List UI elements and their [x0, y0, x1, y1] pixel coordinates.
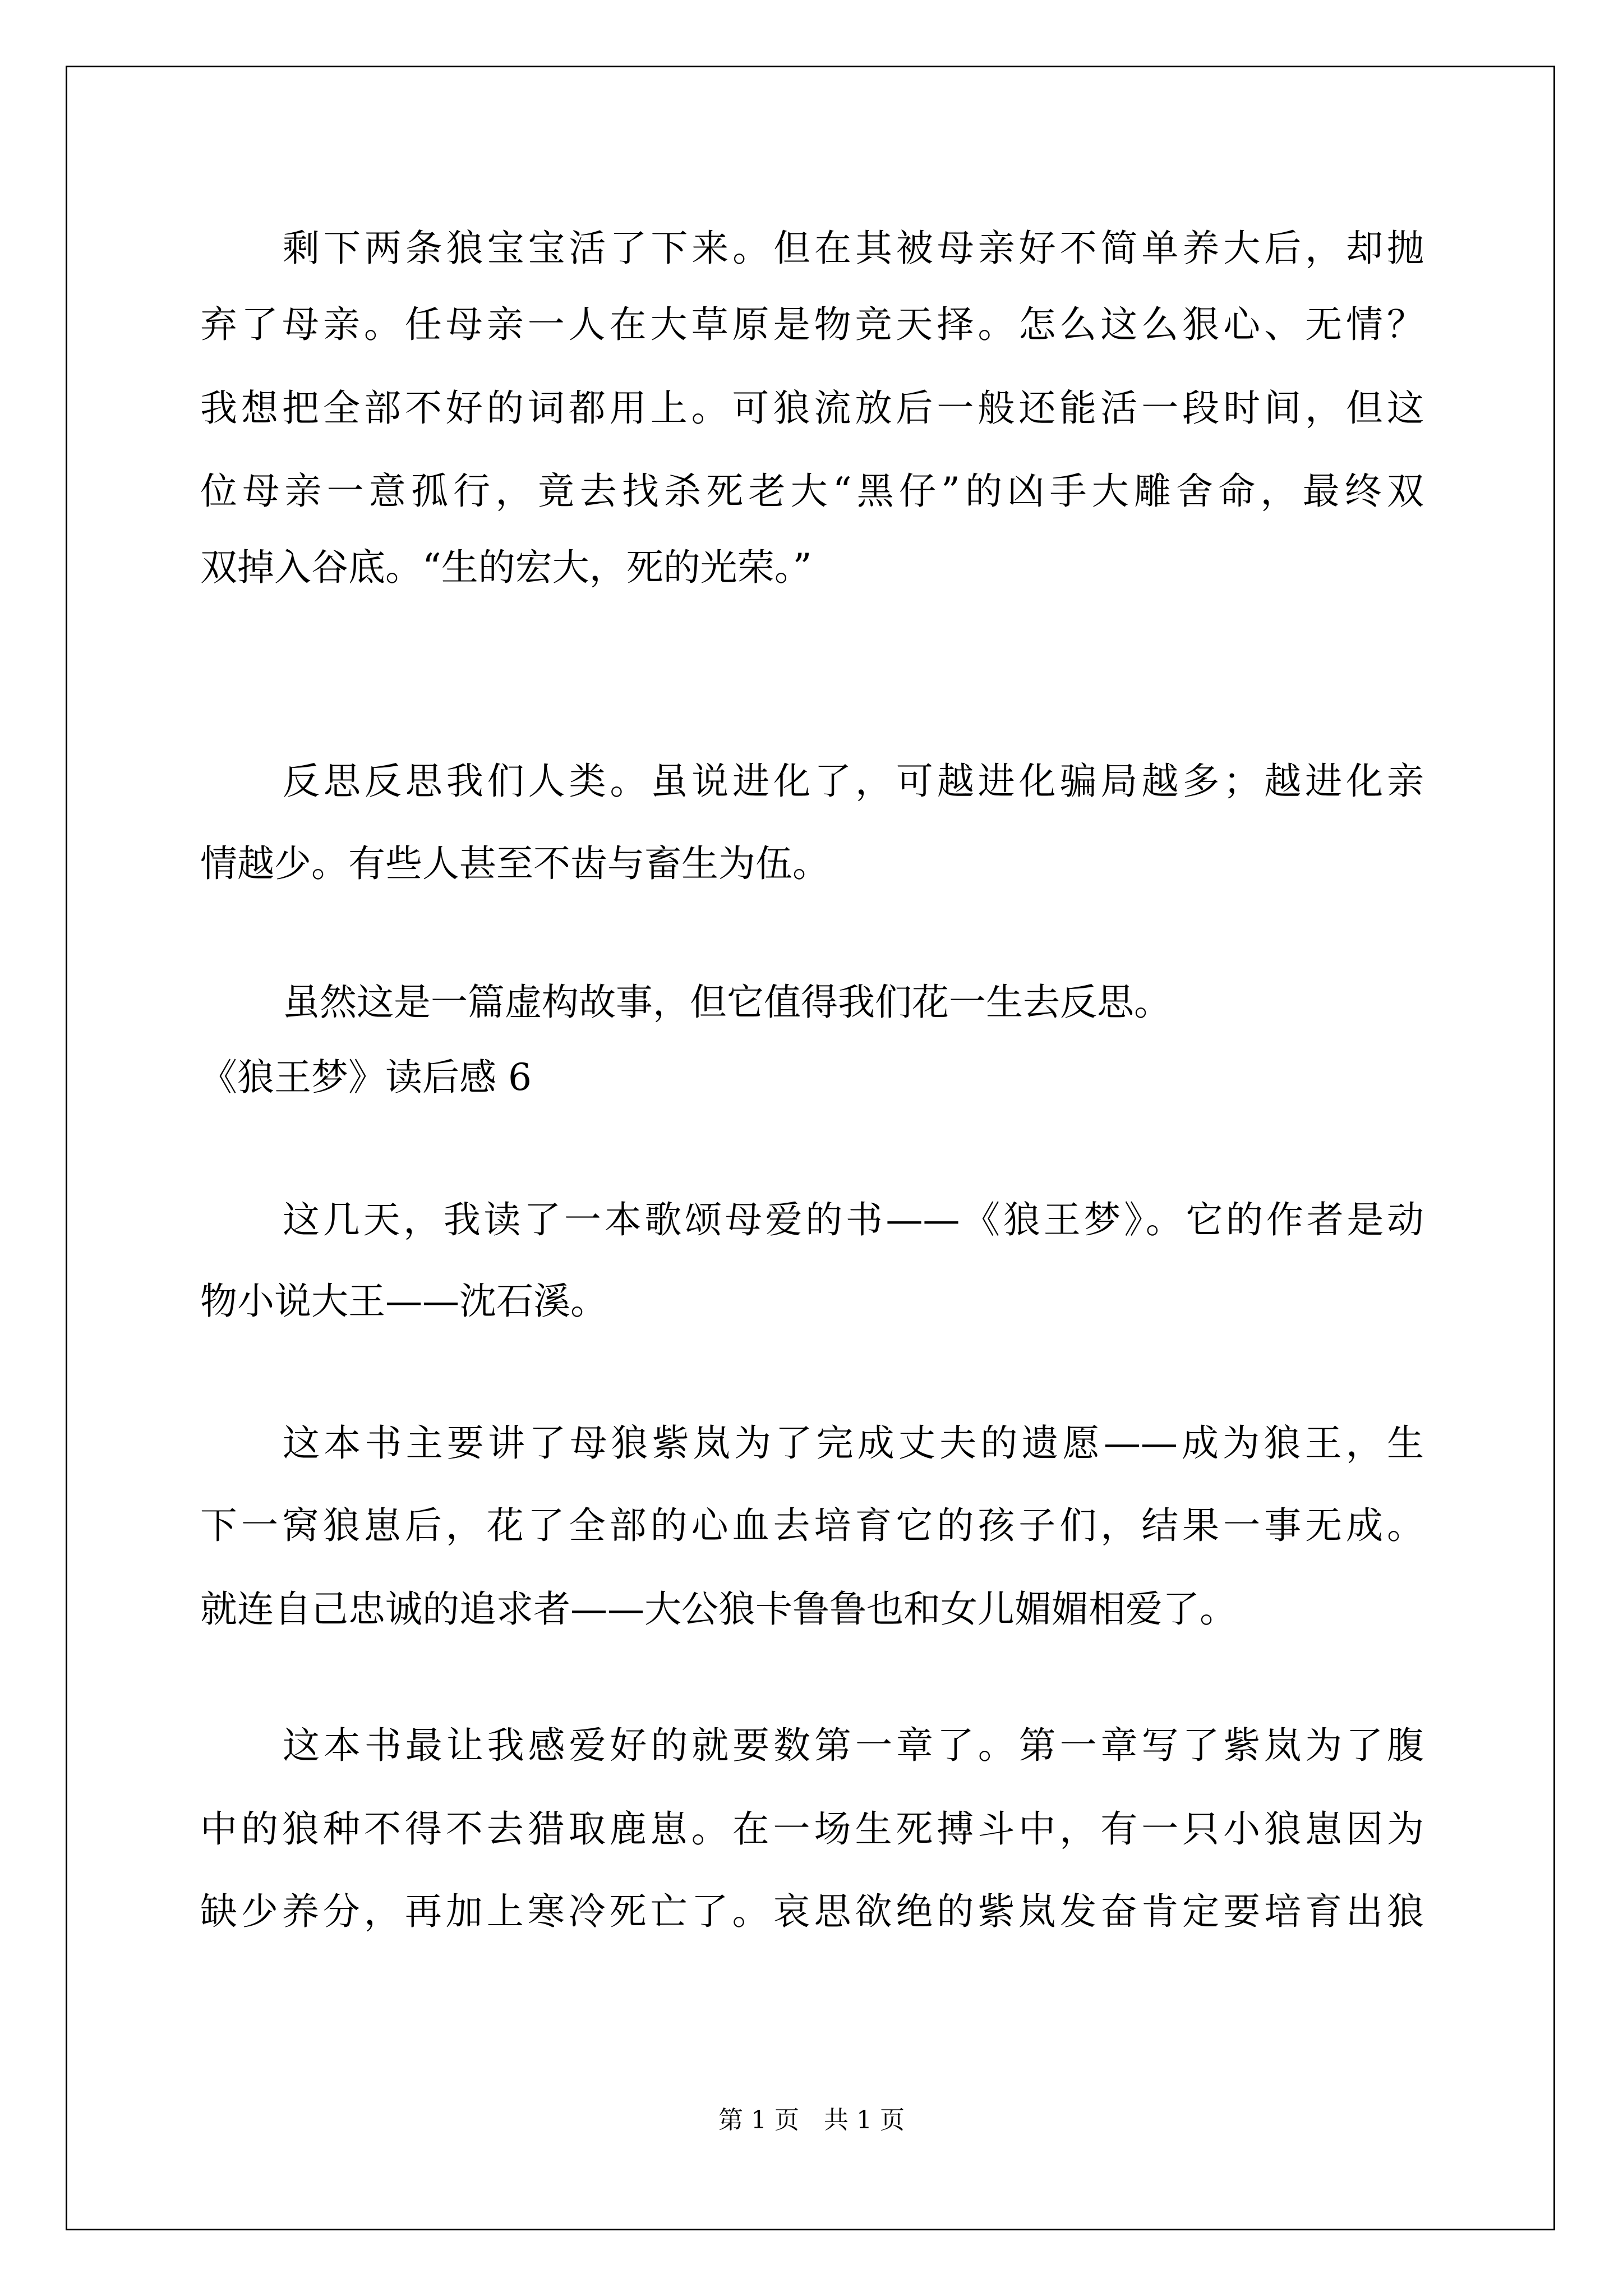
paragraph-5-line-1: 这本书主要讲了母狼紫岚为了完成丈夫的遗愿——成为狼王，生	[283, 1421, 1424, 1465]
paragraph-5-line-3: 就连自己忠诚的追求者——大公狼卡鲁鲁也和女儿媚媚相爱了。	[200, 1588, 1237, 1631]
paragraph-3-line-1: 虽然这是一篇虚构故事，但它值得我们花一生去反思。	[283, 981, 1171, 1024]
paragraph-4-line-2: 物小说大王——沈石溪。	[200, 1280, 607, 1323]
paragraph-6-line-2: 中的狼种不得不去猎取鹿崽。在一场生死搏斗中，有一只小狼崽因为	[200, 1807, 1424, 1851]
paragraph-1-line-1: 剩下两条狼宝宝活了下来。但在其被母亲好不简单养大后，却抛	[283, 227, 1424, 270]
paragraph-1-line-4: 位母亲一意孤行，竟去找杀死老大“黑仔”的凶手大雕舍命，最终双	[200, 470, 1424, 513]
paragraph-5-line-2: 下一窝狼崽后，花了全部的心血去培育它的孩子们，结果一事无成。	[200, 1504, 1424, 1547]
paragraph-1-line-2: 弃了母亲。任母亲一人在大草原是物竞天择。怎么这么狠心、无情？	[200, 303, 1424, 346]
paragraph-4-line-1: 这几天，我读了一本歌颂母爱的书——《狼王梦》。它的作者是动	[283, 1198, 1424, 1241]
section-heading: 《狼王梦》读后感 6	[200, 1056, 532, 1099]
paragraph-1-line-3: 我想把全部不好的词都用上。可狼流放后一般还能活一段时间，但这	[200, 386, 1424, 430]
paragraph-6-line-3: 缺少养分，再加上寒冷死亡了。哀思欲绝的紫岚发奋肯定要培育出狼	[200, 1890, 1424, 1933]
paragraph-6-line-1: 这本书最让我感爱好的就要数第一章了。第一章写了紫岚为了腹	[283, 1724, 1424, 1767]
paragraph-1-line-5: 双掉入谷底。“生的宏大，死的光荣。”	[200, 546, 812, 589]
page-number-footer: 第 1 页 共 1 页	[718, 2106, 905, 2134]
paragraph-2-line-2: 情越少。有些人甚至不齿与畜生为伍。	[200, 842, 829, 885]
paragraph-2-line-1: 反思反思我们人类。虽说进化了，可越进化骗局越多；越进化亲	[283, 760, 1424, 803]
